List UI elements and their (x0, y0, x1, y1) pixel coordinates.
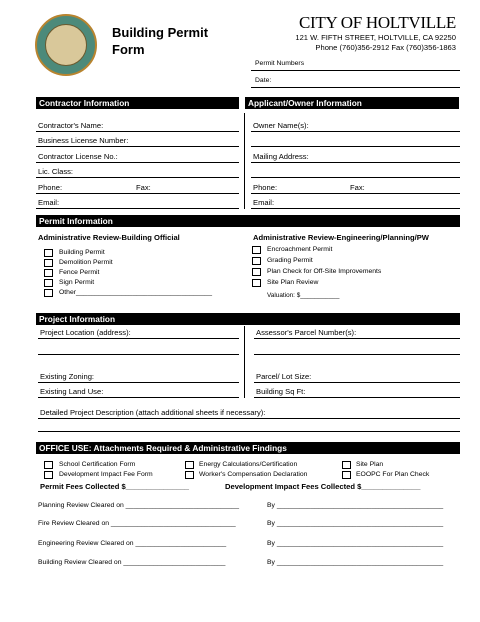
parcel-lot-size-field[interactable] (254, 382, 460, 383)
school-certification-checkbox[interactable] (44, 461, 53, 469)
existing-zoning-label: Existing Zoning: (40, 372, 95, 381)
contractor-phone-label: Phone: (38, 183, 63, 192)
demolition-permit-label: Demolition Permit (59, 259, 113, 266)
project-description-field-2[interactable] (38, 431, 460, 432)
plan-check-checkbox[interactable] (252, 268, 261, 276)
parcel-number-field[interactable] (254, 338, 460, 339)
fence-permit-checkbox[interactable] (44, 269, 53, 277)
applicant-phone-label: Phone: (253, 183, 278, 192)
workers-comp-label: Worker's Compensation Declaration (199, 471, 308, 478)
existing-land-use-field[interactable] (38, 397, 239, 398)
applicant-email-field[interactable] (251, 208, 460, 209)
applicant-phone-field[interactable] (251, 193, 460, 194)
dev-impact-fees-collected[interactable]: Development Impact Fees Collected $______________ (225, 482, 421, 491)
sign-permit-checkbox[interactable] (44, 279, 53, 287)
mailing-address-field-2[interactable] (251, 177, 460, 178)
permit-fees-collected[interactable]: Permit Fees Collected $_______________ (40, 482, 190, 491)
school-certification-label: School Certification Form (59, 461, 136, 468)
building-sq-ft-field[interactable] (254, 397, 460, 398)
planning-review-line[interactable]: Planning Review Cleared on ______________________________ (38, 502, 240, 509)
project-info-header: Project Information (36, 313, 460, 325)
project-description-label: Detailed Project Description (attach additional sheets if necessary): (40, 408, 266, 417)
applicant-info-header: Applicant/Owner Information (245, 97, 459, 109)
section-divider (244, 113, 245, 209)
owner-name-field-2[interactable] (251, 146, 460, 147)
lic-class-label: Lic. Class: (38, 167, 74, 176)
form-title-line1: Building Permit (112, 25, 209, 40)
contractor-phone-field[interactable] (36, 193, 239, 194)
grading-permit-checkbox[interactable] (252, 257, 261, 265)
plan-check-label: Plan Check for Off-Site Improvements (267, 268, 382, 275)
planning-review-by[interactable]: By ____________________________________________ (267, 502, 444, 509)
project-location-field[interactable] (38, 338, 239, 339)
fire-review-by[interactable]: By ____________________________________________ (267, 520, 444, 527)
valuation-field[interactable]: Valuation: $___________ (267, 292, 340, 299)
workers-comp-checkbox[interactable] (185, 471, 194, 479)
admin-review-engineering-heading: Administrative Review-Engineering/Planning/PW (253, 233, 429, 242)
applicant-fax-label: Fax: (350, 183, 365, 192)
project-location-field-2[interactable] (38, 354, 239, 355)
sign-permit-label: Sign Permit (59, 279, 95, 286)
site-plan-review-label: Site Plan Review (267, 279, 319, 286)
eoopc-label: EOOPC For Plan Check (356, 471, 430, 478)
mailing-address-label: Mailing Address: (253, 152, 309, 161)
building-permit-label: Building Permit (59, 249, 105, 256)
energy-calculations-label: Energy Calculations/Certification (199, 461, 298, 468)
dev-impact-fee-form-label: Development Impact Fee Form (59, 471, 153, 478)
contractor-name-field[interactable] (36, 131, 239, 132)
city-phone-fax: Phone (760)356-2912 Fax (760)356-1863 (315, 43, 456, 52)
encroachment-permit-checkbox[interactable] (252, 246, 261, 254)
seal-emblem (45, 24, 87, 66)
engineering-review-by[interactable]: By ____________________________________________ (267, 540, 444, 547)
demolition-permit-checkbox[interactable] (44, 259, 53, 267)
lic-class-field[interactable] (36, 177, 239, 178)
site-plan-checkbox[interactable] (342, 461, 351, 469)
city-name: CITY OF HOLTVILLE (298, 13, 456, 32)
contractor-email-field[interactable] (36, 208, 239, 209)
permit-info-header: Permit Information (36, 215, 460, 227)
contractor-info-header: Contractor Information (36, 97, 239, 109)
building-review-line[interactable]: Building Review Cleared on ___________________________ (38, 559, 226, 566)
date-line[interactable] (251, 87, 460, 88)
office-use-header: OFFICE USE: Attachments Required & Administrative Findings (36, 442, 460, 454)
parcel-number-field-2[interactable] (254, 354, 460, 355)
parcel-number-label: Assessor's Parcel Number(s): (256, 328, 357, 337)
date-label: Date: (255, 77, 272, 84)
site-plan-review-checkbox[interactable] (252, 279, 261, 287)
building-sq-ft-label: Building Sq Ft: (256, 387, 306, 396)
eoopc-checkbox[interactable] (342, 471, 351, 479)
existing-zoning-field[interactable] (38, 382, 239, 383)
site-plan-label: Site Plan (356, 461, 384, 468)
permit-numbers-label: Permit Numbers (255, 60, 305, 67)
admin-review-building-heading: Administrative Review-Building Official (38, 233, 180, 242)
engineering-review-line[interactable]: Engineering Review Cleared on ________________________ (38, 540, 227, 547)
applicant-email-label: Email: (253, 198, 275, 207)
fire-review-line[interactable]: Fire Review Cleared on _________________________________ (38, 520, 236, 527)
dev-impact-fee-form-checkbox[interactable] (44, 471, 53, 479)
grading-permit-label: Grading Permit (267, 257, 313, 264)
building-review-by[interactable]: By ____________________________________________ (267, 559, 444, 566)
parcel-lot-size-label: Parcel/ Lot Size: (256, 372, 312, 381)
project-description-field[interactable] (38, 418, 460, 419)
other-permit-checkbox[interactable] (44, 289, 53, 297)
fence-permit-label: Fence Permit (59, 269, 100, 276)
contractor-fax-label: Fax: (136, 183, 151, 192)
form-title-line2: Form (112, 42, 145, 57)
contractor-license-label: Contractor License No.: (38, 152, 118, 161)
other-permit-label: Other____________________________________ (59, 289, 213, 296)
city-address: 121 W. FIFTH STREET, HOLTVILLE, CA 92250 (295, 33, 456, 42)
mailing-address-field[interactable] (251, 162, 460, 163)
encroachment-permit-label: Encroachment Permit (267, 246, 333, 253)
business-license-field[interactable] (36, 146, 239, 147)
building-permit-checkbox[interactable] (44, 249, 53, 257)
owner-name-field[interactable] (251, 131, 460, 132)
existing-land-use-label: Existing Land Use: (40, 387, 104, 396)
city-seal (35, 14, 97, 76)
project-location-label: Project Location (address): (40, 328, 131, 337)
contractor-name-label: Contractor's Name: (38, 121, 104, 130)
owner-name-label: Owner Name(s): (253, 121, 309, 130)
project-divider (244, 326, 245, 398)
contractor-license-field[interactable] (36, 162, 239, 163)
permit-numbers-line[interactable] (251, 70, 460, 71)
contractor-email-label: Email: (38, 198, 60, 207)
energy-calculations-checkbox[interactable] (185, 461, 194, 469)
business-license-label: Business License Number: (38, 136, 129, 145)
